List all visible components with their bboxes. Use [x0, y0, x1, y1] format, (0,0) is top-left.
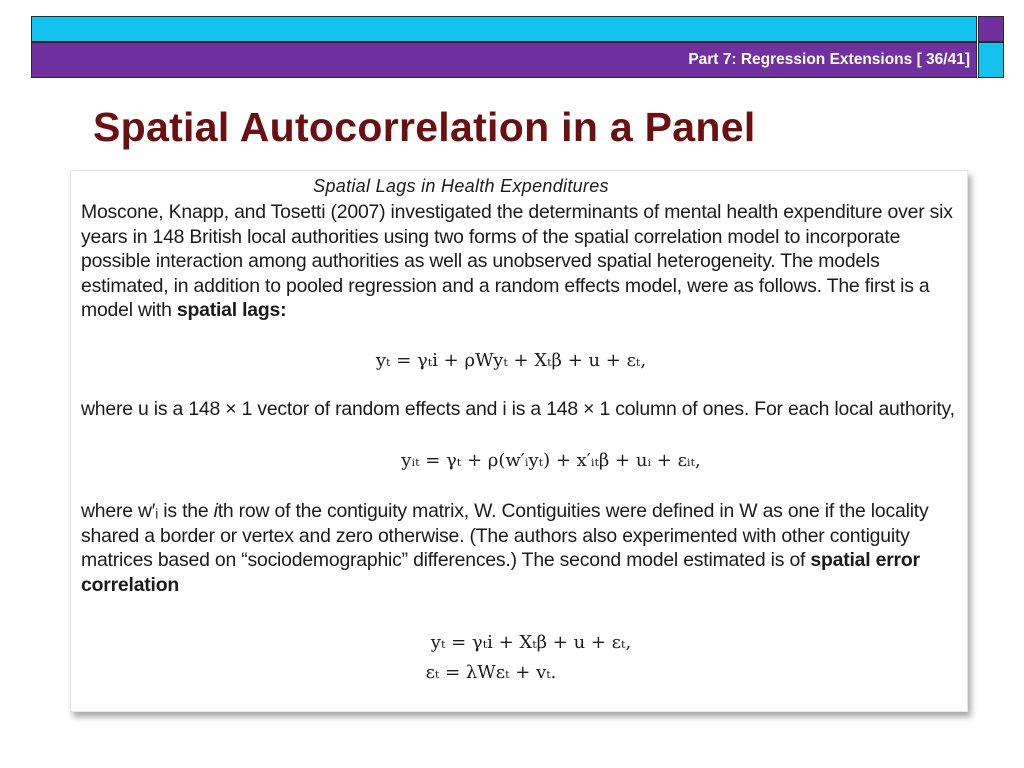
excerpt-title: Spatial Lags in Health Expenditures [313, 176, 609, 196]
equation-spatial-lag-individual: yᵢₜ = γₜ + ρ(w′ᵢyₜ) + x′ᵢₜβ + uᵢ + εᵢₜ, [401, 450, 701, 471]
paragraph-3-italic: i [213, 500, 218, 522]
header-bar-cyan [31, 16, 977, 42]
paragraph-3-text-a: where w′ᵢ is the [81, 500, 214, 522]
equation-spatial-error-2: εₜ = λWεₜ + vₜ. [425, 662, 557, 683]
slide-label: Part 7: Regression Extensions [ 36/41] [688, 51, 970, 68]
excerpt-paragraph-3 [81, 499, 961, 597]
slide-title: Spatial Autocorrelation in a Panel [93, 104, 756, 150]
equation-spatial-lag-matrix: yₜ = γₜi + ρWyₜ + Xₜβ + u + εₜ, [375, 349, 647, 371]
header-corner-purple [978, 16, 1004, 42]
paragraph-3-text-b: th row of the contiguity matrix, W. Contiguities were defined in W as one if the locality shared a border or vertex and zero otherwise. (The authors also experimented with other contiguity matrices based on “sociodemographic” differences.) The second model estimated is of [81, 500, 929, 571]
excerpt-paragraph-2: where u is a 148 × 1 vector of random effects and i is a 148 × 1 column of ones. For each local authority, [81, 397, 955, 420]
paragraph-1-bold: spatial lags: [176, 299, 287, 321]
excerpt-paragraph-1 [81, 200, 961, 323]
paragraph-3-bold: spatial error correlation [81, 549, 920, 596]
textbook-excerpt [70, 170, 968, 712]
equation-spatial-error-1: yₜ = γₜi + Xₜβ + u + εₜ, [430, 632, 632, 653]
header-corner-cyan [978, 42, 1004, 78]
paragraph-1-text: Moscone, Knapp, and Tosetti (2007) investigated the determinants of mental health expenditure over six years in 148 British local authorities using two forms of the spatial correlation model to incorporate possible interaction among authorities as well as unobserved spatial heterogeneity. The models estimated, in addition to pooled regression and a random effects model, were as follows. The first is a model with [81, 201, 953, 321]
